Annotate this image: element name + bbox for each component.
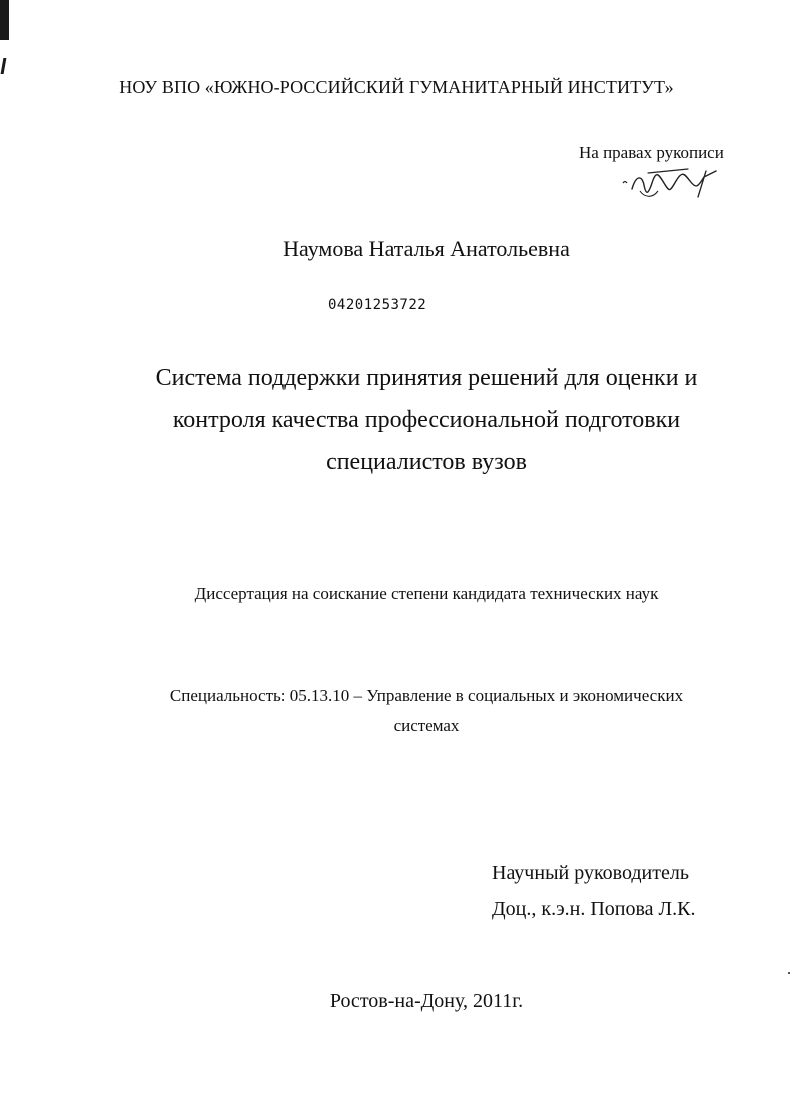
rights-note: На правах рукописи: [579, 143, 724, 162]
title-line: Система поддержки принятия решений для оценки и: [155, 365, 698, 391]
title-line: специалистов вузов: [326, 449, 527, 475]
degree-statement: Диссертация на соискание степени кандидата технических наук: [194, 584, 659, 603]
dissertation-title: [110, 357, 743, 483]
place-and-year: Ростов-на-Дону, 2011г.: [329, 990, 524, 1012]
catalog-number: 04201253722: [328, 297, 427, 313]
title-line: контроля качества профессиональной подготовки: [172, 407, 681, 433]
scan-artifact-top: [0, 0, 9, 40]
specialty-line: Специальность: 05.13.10 – Управление в социальных и экономических: [169, 686, 684, 705]
handwritten-signature-icon: [618, 161, 723, 203]
supervisor-name: Доц., к.э.н. Попова Л.К.: [492, 898, 696, 920]
supervisor-block: [492, 855, 695, 927]
author-name: Наумова Наталья Анатольевна: [283, 236, 570, 261]
specialty-line: системах: [393, 716, 460, 735]
scan-artifact-dot: [788, 972, 790, 974]
specialty: [130, 681, 723, 741]
supervisor-role: Научный руководитель: [492, 862, 689, 884]
institute-name: НОУ ВПО «ЮЖНО-РОССИЙСКИЙ ГУМАНИТАРНЫЙ ИНСТИТУТ»: [119, 77, 674, 97]
scan-artifact-mark: [1, 58, 7, 74]
